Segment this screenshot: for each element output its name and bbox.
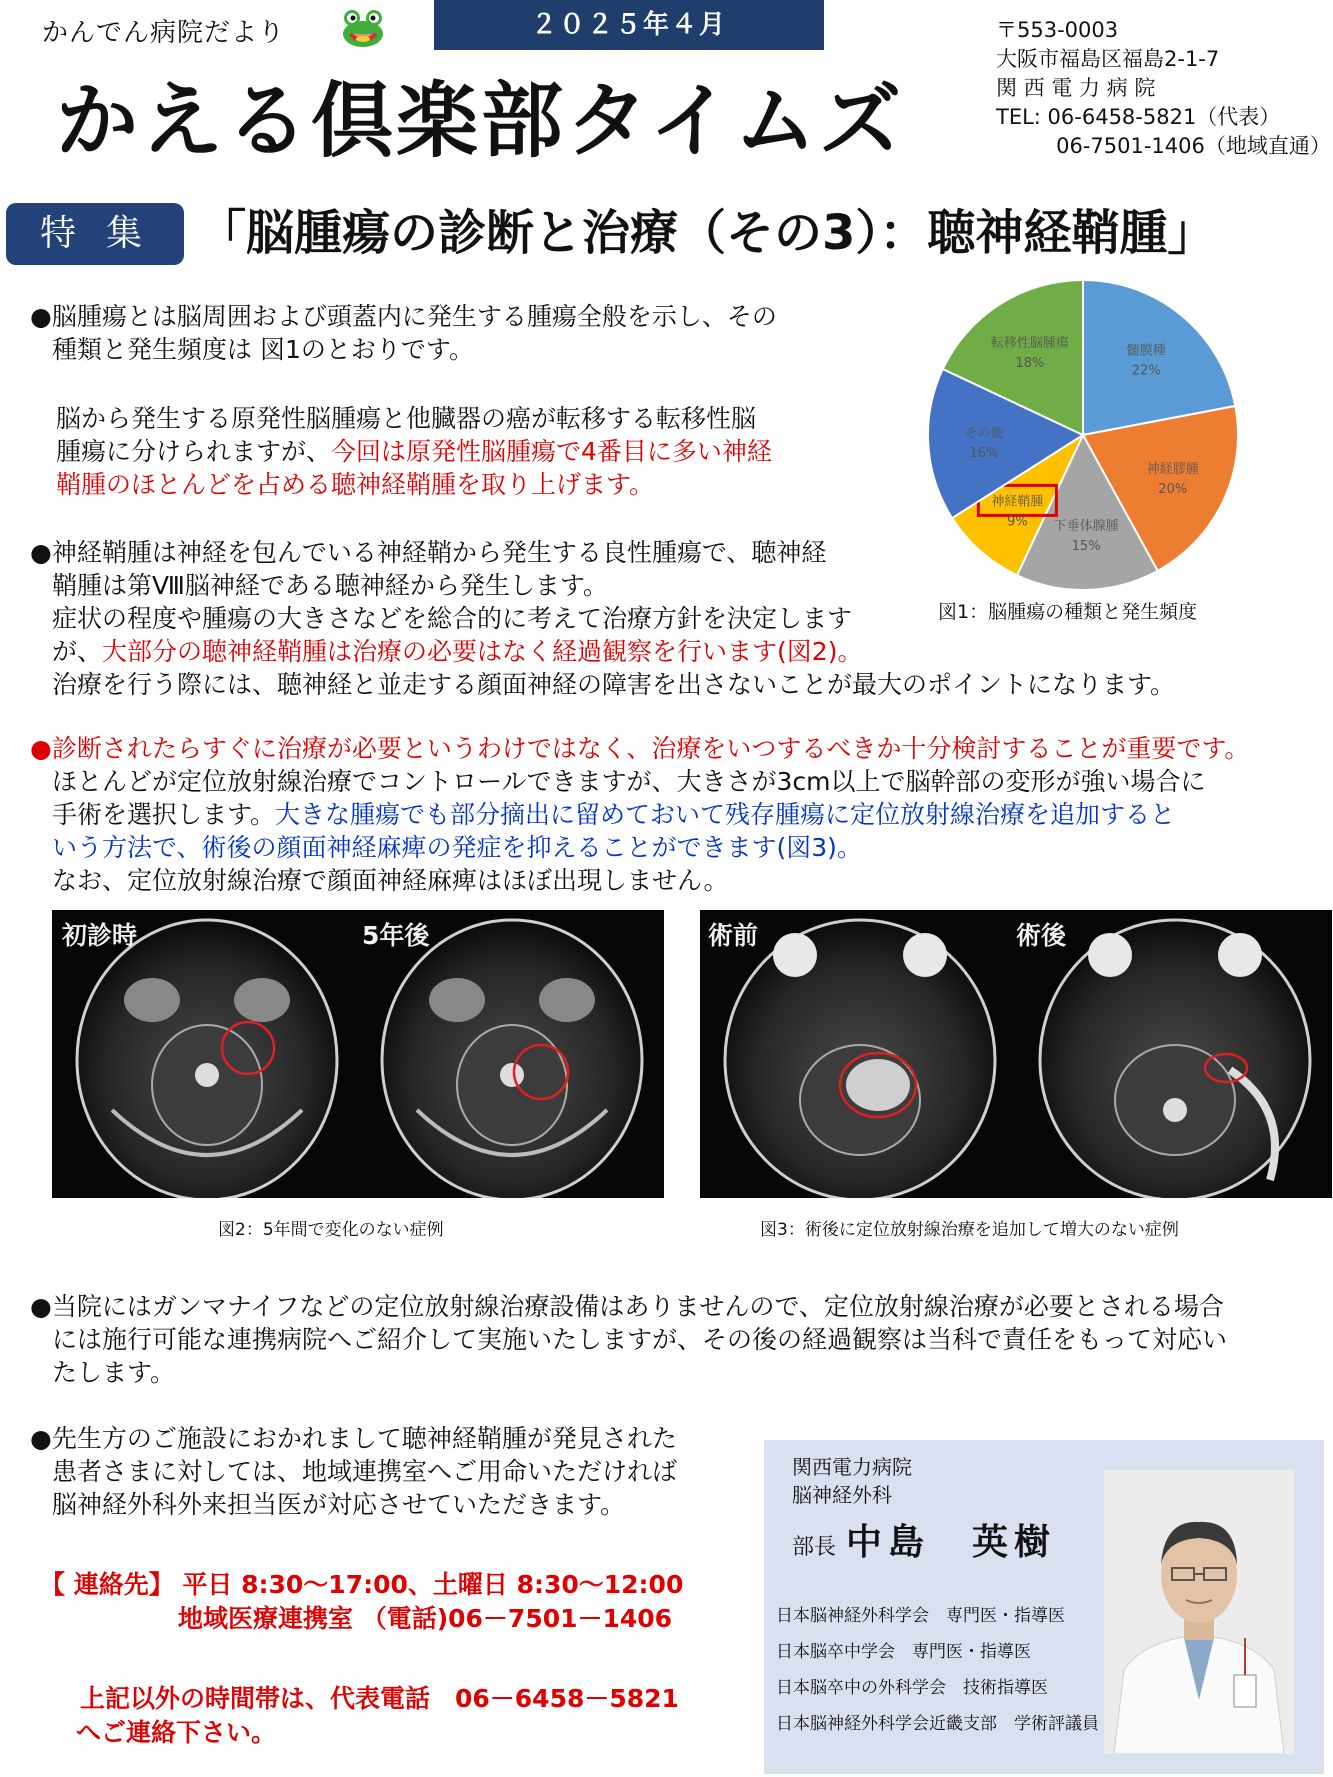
pie-slice-label: 神経膠腫	[1146, 462, 1199, 478]
credential-item: 日本脳卒中学会 専門医・指導医	[776, 1642, 1031, 1662]
contact-note	[76, 1682, 679, 1750]
highlight-red: ●診断されたらすぐに治療が必要というわけではなく、治療をいつするべきか十分検討することが重要です。	[30, 734, 1250, 763]
pie-slice-label: 髄膜種	[1126, 343, 1166, 359]
highlight-red: 今回は原発性脳腫瘍で4番目に多い神経	[331, 437, 772, 466]
text-line	[30, 798, 1249, 831]
contact-info	[40, 1568, 683, 1636]
credential-item: 日本脳神経外科学会 専門医・指導医	[776, 1606, 1065, 1626]
text-line: 種類と発生頻度は 図1のとおりです。	[52, 335, 474, 364]
text-segment: が、	[52, 637, 103, 666]
contact-phone: 地域医療連携室 （電話)06－7501－1406	[178, 1604, 673, 1633]
pie-slice-value: 18%	[1015, 356, 1045, 372]
text-line: たします。	[52, 1358, 176, 1387]
figure-2-caption: 図2：5年間で変化のない症例	[218, 1220, 444, 1240]
contact-note-line: 上記以外の時間帯は、代表電話 06－6458－5821	[80, 1684, 679, 1713]
text-line: 脳神経外科外来担当医が対応させていただきます。	[52, 1490, 626, 1519]
text-segment: (図2)。	[777, 637, 863, 666]
contact-hours: 【 連絡先】 平日 8:30～17:00、土曜日 8:30～12:00	[40, 1570, 684, 1599]
text-segment: (図3)。	[776, 833, 862, 862]
pie-slice-value: 9%	[1007, 514, 1028, 530]
feature-tag: 特集	[6, 203, 184, 265]
credential-item: 日本脳神経外科学会近畿支部 学術評議員	[776, 1714, 1099, 1734]
mri-label-postop: 術後	[1016, 921, 1067, 950]
text-line: 鞘腫は第Ⅷ脳神経である聴神経から発生します。	[52, 571, 608, 600]
mri-scan-image	[700, 910, 1332, 1198]
mri-label-preop: 術前	[708, 921, 759, 950]
address-tel-direct: 06-7501-1406（地域直通）	[996, 134, 1331, 158]
mri-figure-2	[52, 910, 664, 1198]
feature-title: 「脳腫瘍の診断と治療（その3）：聴神経鞘腫」	[198, 205, 1216, 261]
doctor-credentials	[776, 1598, 1099, 1742]
frog-logo-icon	[338, 6, 388, 50]
text-segment: 腫瘍に分けられますが、	[56, 437, 332, 466]
text-line	[30, 831, 1249, 864]
pie-slice-label: 神経鞘腫	[991, 494, 1044, 510]
highlight-red: 大部分の聴神経鞘腫は治療の必要はなく経過観察を行います	[102, 637, 778, 666]
doctor-portrait-image	[1104, 1470, 1294, 1754]
mri-label-initial: 初診時	[62, 921, 138, 950]
newsletter-name: かんでん病院だより	[42, 18, 286, 48]
text-line: 患者さまに対しては、地域連携室へご用命いただければ	[52, 1457, 678, 1486]
mri-scan-image	[52, 910, 664, 1198]
hospital-address	[996, 16, 1331, 161]
text-line	[56, 435, 772, 468]
doctor-hospital: 関西電力病院	[792, 1455, 912, 1479]
text-line: ●神経鞘腫は神経を包んでいる神経鞘から発生する良性腫瘍で、聴神経	[30, 538, 827, 567]
highlight-red: 鞘腫のほとんどを占める聴神経鞘腫を取り上げます。	[56, 470, 655, 499]
doctor-role: 部長	[792, 1535, 837, 1560]
paragraph-referral	[30, 1422, 677, 1521]
address-tel-main: TEL: 06-6458-5821（代表）	[996, 105, 1281, 129]
issue-date: ２０２５年４月	[434, 0, 824, 50]
mri-label-5years: 5年後	[362, 921, 430, 950]
pie-chart	[926, 276, 1240, 594]
text-line: 脳から発生する原発性脳腫瘍と他臓器の癌が転移する転移性脳	[56, 404, 757, 433]
text-line: ほとんどが定位放射線治療でコントロールできますが、大きさが3cm以上で脳幹部の変形が強い場合に	[52, 767, 1206, 796]
text-segment: 手術を選択します。	[52, 800, 276, 829]
pie-chart-caption: 図1：脳腫瘍の種類と発生頻度	[938, 601, 1198, 623]
doctor-title-row	[792, 1514, 1056, 1565]
address-street: 大阪市福島区福島2-1-7	[996, 47, 1220, 71]
text-line: 症状の程度や腫瘍の大きさなどを総合的に考えて治療方針を決定します	[52, 604, 853, 633]
doctor-department: 脳神経外科	[792, 1483, 892, 1507]
pie-slice-value: 20%	[1158, 482, 1188, 498]
paragraph-classification	[56, 402, 772, 501]
address-hospital: 関 西 電 力 病 院	[996, 76, 1156, 100]
text-line: なお、定位放射線治療で顔面神経麻痺はほぼ出現しません。	[52, 866, 729, 895]
paragraph-gamma-knife	[30, 1290, 1227, 1389]
pie-slice-label: 転移性脳腫瘍	[990, 336, 1069, 352]
pie-slice-value: 22%	[1131, 363, 1161, 379]
highlight-blue: 大きな腫瘍でも部分摘出に留めておいて残存腫瘍に定位放射線治療を追加すると	[275, 800, 1176, 829]
doctor-photo	[1104, 1470, 1294, 1754]
pie-slice-value: 16%	[969, 446, 999, 462]
pie-slice-label: 下垂体腺腫	[1053, 519, 1119, 535]
highlight-blue: いう方法で、術後の顔面神経麻痺の発症を抑えることができます	[52, 833, 777, 862]
paragraph-intro	[30, 300, 777, 366]
text-line	[30, 635, 1175, 668]
doctor-name: 中島 英樹	[846, 1522, 1057, 1563]
figure-3-caption: 図3：術後に定位放射線治療を追加して増大のない症例	[760, 1220, 1179, 1240]
text-line: ●当院にはガンマナイフなどの定位放射線治療設備はありませんので、定位放射線治療が必要とされる場合	[30, 1292, 1224, 1321]
paragraph-treatment	[30, 732, 1249, 897]
text-line: には施行可能な連携病院へご紹介して実施いたしますが、その後の経過観察は当科で責任をもって対応い	[52, 1325, 1228, 1354]
pie-slice-label: その他	[964, 426, 1004, 442]
pie-slice-value: 15%	[1071, 539, 1101, 555]
text-line: 治療を行う際には、聴神経と並走する顔面神経の障害を出さないことが最大のポイントになります。	[52, 670, 1176, 699]
address-postal: 〒553-0003	[996, 18, 1119, 42]
contact-note-line: へご連絡下さい。	[76, 1718, 277, 1747]
newsletter-title: かえる倶楽部タイムズ	[56, 74, 905, 169]
text-line: ●脳腫瘍とは脳周囲および頭蓋内に発生する腫瘍全般を示し、その	[30, 302, 777, 331]
mri-figure-3	[700, 910, 1332, 1198]
text-line: ●先生方のご施設におかれまして聴神経鞘腫が発見された	[30, 1424, 677, 1453]
credential-item: 日本脳卒中の外科学会 技術指導医	[776, 1678, 1048, 1698]
